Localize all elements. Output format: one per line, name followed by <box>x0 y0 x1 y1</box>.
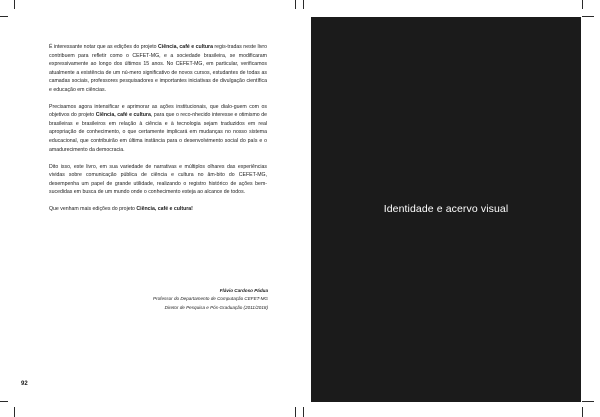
body-text <box>49 43 267 222</box>
crop-mark <box>582 401 594 402</box>
crop-mark <box>582 407 583 417</box>
crop-mark <box>582 0 583 9</box>
paragraph-1: É interessante notar que as edições do projeto Ciência, café e cultura regis-tradas neste livro contribuem para refletir como o CEFET-MG, e a sociedade brasileira, se modificaram expressivamente ao longo dos últimos 15 anos. No CEFET-MG, em particular, verificamos atualmente a existência de um nú-mero significativo de novos cursos, estudantes de todas as camadas sociais, professores pesquisadores e importantes iniciativas de divulgação científica e educação em ciências. <box>49 44 267 93</box>
signature-block <box>48 287 268 312</box>
signature-role: Professor do Departamento de Computação CEFET-MG <box>153 296 268 302</box>
signature-author: Flávio Cardoso Pádua <box>219 288 268 293</box>
right-page <box>311 17 581 402</box>
section-title: Identidade e acervo visual <box>383 203 509 215</box>
page-number: 92 <box>21 381 28 387</box>
paragraph-4: Que venham mais edições do projeto Ciência, café e cultura! <box>49 206 193 213</box>
paragraph-2: Precisamos agora intensificar e aprimorar as ações institucionais, que dialo-guem com os objetivos do projeto Ciência, café e cultura, para que o reco-nhecido interesse e otimismo de brasileiras e brasileiros em relação à ciência e à tecnologia sejam traduzidos em real apropriação de conhecimento, o que certamente implicará em mudanças no nosso sistema educacional, que contribuirão em última instância para o desenvolvimento social do país e o amadurecimento da democracia. <box>49 103 268 153</box>
signature-position: Diretor de Pesquisa e Pós-Graduação (2011/2018) <box>164 304 268 310</box>
crop-mark <box>582 16 594 17</box>
paragraph-3: Dito isso, este livro, em sua variedade de narrativas e múltiplos olhares das experiências vividas sobre comunicação pública de ciência e cultura no âm-bito do CEFET-MG, desempenha um papel de grande utilidade, realizando o registro histórico de ações bem-sucedidas em busca de um mundo onde o conhecimento esteja ao alcance de todos. <box>49 163 267 196</box>
